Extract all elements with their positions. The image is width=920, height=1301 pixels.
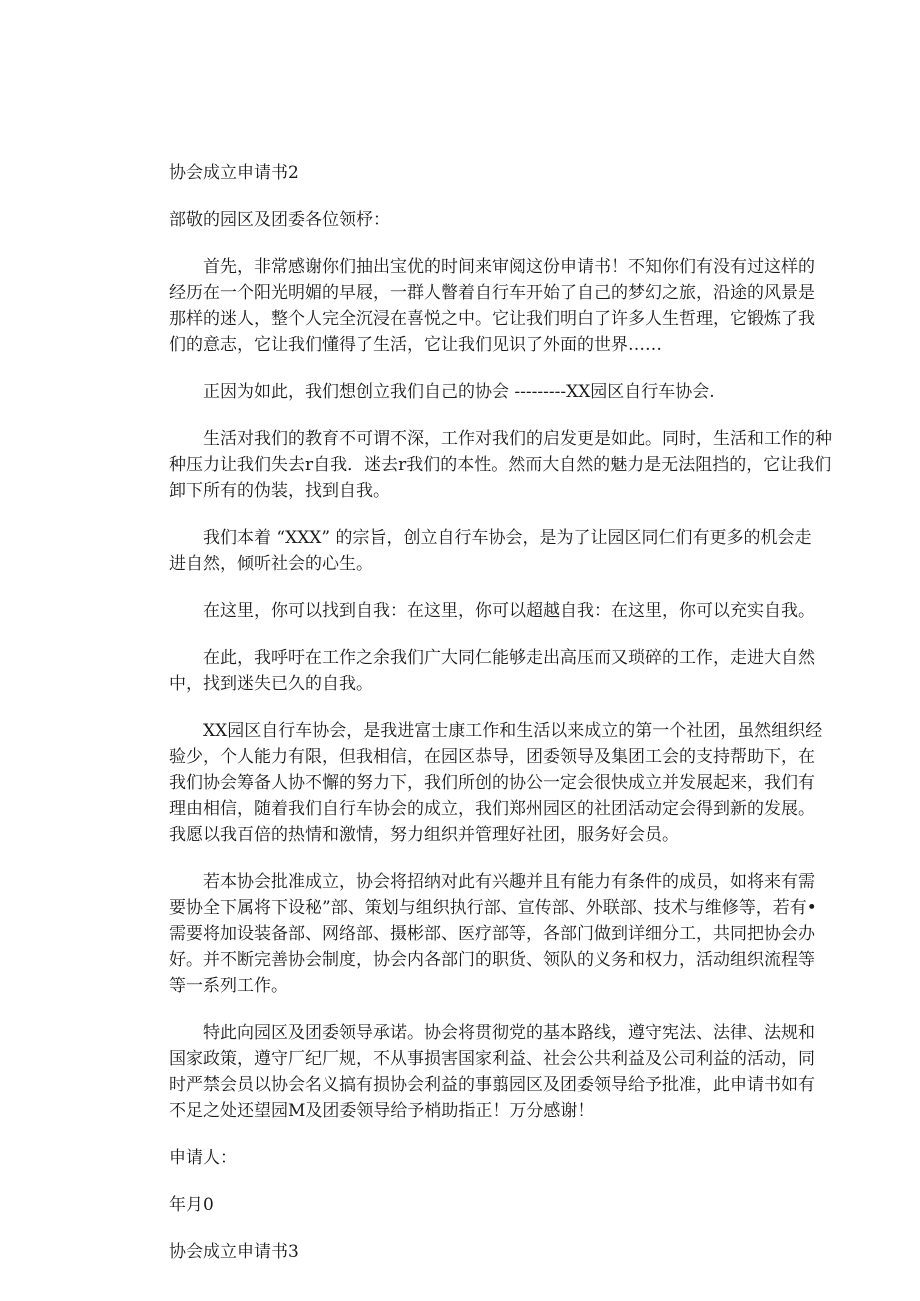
paragraph bbox=[169, 645, 815, 697]
document-heading-next: 协会成立申请书3 bbox=[169, 1242, 299, 1262]
paragraph-line: 正因为如此，我们想创立我们自己的协会 ---------XX园区自行车协会. bbox=[203, 382, 715, 402]
document-heading: 协会成立申请书2 bbox=[169, 163, 299, 183]
paragraph-line: 种压力让我们失去r自我．迷去r我们的本性。然而大自然的魅力是无法阻挡的，它让我们 bbox=[169, 455, 832, 475]
paragraph-line: 国家政策，遵守厂纪厂规，不从事损害国家利益、社会公共利益及公司利益的活动，同 bbox=[169, 1049, 815, 1069]
paragraph-line: 验少，个人能力有限，但我相信，在园区恭导，团委领导及集团工会的支持帮助下，在 bbox=[169, 747, 815, 767]
paragraph-line: 不足之处还望园M及团委领导给予梢助指正！万分感谢！ bbox=[169, 1101, 595, 1121]
paragraph-line: 好。并不断完善协会制度，协会内各部门的职货、领队的义务和权力，活动组织流程等 bbox=[169, 950, 815, 970]
paragraph-line: XX园区自行车协会，是我进富士康工作和生活以来成立的第一个社团，虽然组织经 bbox=[203, 721, 823, 741]
paragraph-line: 那样的迷人，整个人完全沉浸在喜悦之中。它让我们明白了许多人生哲理，它锻炼了我 bbox=[169, 309, 815, 329]
paragraph-line: 理由相信，随着我们自行车协会的成立，我们郑州园区的社团活动定会得到新的发展。 bbox=[169, 799, 815, 819]
paragraph-line: 在此，我呼吁在工作之余我们广大同仁能够走出高压而又琐碎的工作，走进大自然 bbox=[203, 648, 815, 668]
paragraph-line: 经历在一个阳光明媚的早屐，一群人瞥着自行车开始了自己的梦幻之旅，沿途的风景是 bbox=[169, 283, 815, 303]
paragraph-line: 我们本着 “XXX” 的宗旨，创立自行车协会，是为了让园区同仁们有更多的机会走 bbox=[203, 528, 812, 548]
paragraph-line: 等一系列工作。 bbox=[169, 976, 288, 996]
paragraph bbox=[169, 426, 832, 504]
paragraph bbox=[169, 869, 817, 999]
paragraph-line: 卸下所有的伪装，找到自我。 bbox=[169, 481, 390, 501]
paragraph-line: 若本协会批准成立，协会将招纳对此有兴趣并且有能力有条件的成员，如将来有需 bbox=[203, 872, 815, 892]
paragraph-line: 需要将加设装备部、网络部、摄彬部、医疗部等，各部门做到详细分工，共同把协会办 bbox=[169, 924, 815, 944]
paragraph-line: 生活对我们的教育不可谓不深，工作对我们的启发更是如此。同时，生活和工作的种 bbox=[203, 429, 832, 449]
applicant-label: 申请人： bbox=[169, 1148, 237, 1168]
paragraph-line: 进自然，倾听社会的心生。 bbox=[169, 554, 373, 574]
paragraph-line: 特此向园区及团委领导承诺。协会将贯彻党的基本路线，遵守宪法、法律、法规和 bbox=[203, 1023, 815, 1043]
salutation: 部敬的园区及团委各位领杼： bbox=[169, 210, 390, 230]
date-label: 年月0 bbox=[169, 1195, 214, 1215]
paragraph-line: 中，找到迷失已久的自我。 bbox=[169, 674, 373, 694]
paragraph bbox=[169, 379, 789, 405]
paragraph bbox=[169, 718, 823, 848]
paragraph bbox=[169, 1020, 815, 1124]
paragraph-line: 我愿以我百倍的热情和激情，努力组织并管理好社团，服务好会员。 bbox=[169, 825, 679, 845]
paragraph-line: 首先，非常感谢你们抽出宝优的时间来审阅这份申请书！不知你们有没有过这样的 bbox=[203, 257, 815, 277]
paragraph-line: 们的意志，它让我们懂得了生活，它让我们见识了外面的世界…… bbox=[169, 335, 662, 355]
paragraph-line: 在这里，你可以找到自我：在这里，你可以超越自我：在这里，你可以充实自我。 bbox=[203, 601, 815, 621]
paragraph-line: 要协全下属将下设秘”部、策划与组织执行部、宣传部、外联部、技术与维修等，若有• bbox=[169, 898, 817, 918]
paragraph-line: 我们协会筹备人协不懈的努力下，我们所创的协公一定会很快成立并发展起来，我们有 bbox=[169, 773, 815, 793]
paragraph bbox=[169, 598, 815, 624]
document-page bbox=[169, 160, 832, 1265]
paragraph bbox=[169, 254, 815, 358]
paragraph-line: 时严禁会员以协会名义搞有损协会利益的事翦园区及团委领导给予批准，此申请书如有 bbox=[169, 1075, 815, 1095]
paragraph bbox=[169, 525, 812, 577]
